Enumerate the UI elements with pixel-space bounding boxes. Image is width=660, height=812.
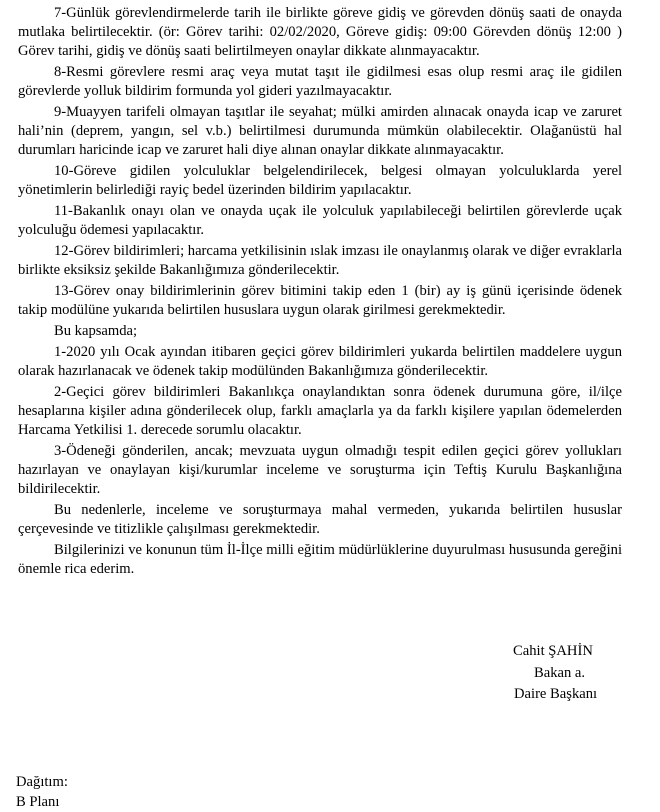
distribution-label: Dağıtım: [16, 774, 68, 790]
paragraph-item-13: 13-Görev onay bildirimlerinin görev bitimini takip eden 1 (bir) ay iş günü içerisinde ödenek takip modülüne yukarıda belirtilen hususlara uygun olarak girilmesi gerekmektedir. [18, 283, 622, 318]
paragraph-scope-2: 2-Geçici görev bildirimleri Bakanlıkça onaylandıktan sonra ödenek durumuna göre, il/ilçe hesaplarına kişiler adına gönderilecek olup, farklı amaçlarla ya da farklı kişilere yapılan ödemelerden Harcama Yetkilisi 1. derecede sorumlu olacaktır. [18, 384, 622, 438]
paragraph-conclusion: Bu nedenlerle, inceleme ve soruşturmaya mahal vermeden, yukarıda belirtilen hususlar çerçevesinde ve titizlikle çalışılması gerekmektedir. [18, 502, 622, 537]
distribution-block [16, 772, 68, 812]
signatory-on-behalf: Bakan a. [534, 664, 586, 681]
paragraph-item-11: 11-Bakanlık onayı olan ve onayda uçak ile yolculuk yapılabileceği belirtilen görevlerde uçak yolculuğu ödemesi yapılacaktır. [18, 203, 622, 238]
paragraph-scope-3: 3-Ödeneği gönderilen, ancak; mevzuata uygun olmadığı tespit edilen geçici görev yollukları hazırlayan ve onaylayan kişi/kurumlar inceleme ve soruşturma için Teftiş Kurulu Başkanlığına bildirilecektir. [18, 443, 622, 497]
paragraph-item-8: 8-Resmi görevlere resmi araç veya mutat taşıt ile gidilmesi esas olup resmi araç ile gidilen görevlerde yolluk bildirim formunda yol gideri yazılmayacaktır. [18, 64, 622, 99]
distribution-item: B Planı [16, 794, 60, 810]
paragraph-item-12: 12-Görev bildirimleri; harcama yetkilisinin ıslak imzası ile onaylanmış olarak ve diğer evraklarla birlikte eksiksiz şekilde Bakanlığımıza gönderilecektir. [18, 243, 622, 278]
signature-block [497, 641, 647, 706]
paragraph-closing: Bilgilerinizi ve konunun tüm İl-İlçe milli eğitim müdürlüklerine duyurulması hususunda gereğini önemle rica ederim. [18, 542, 622, 577]
document-body [18, 4, 622, 579]
signatory-title: Daire Başkanı [514, 686, 598, 702]
paragraph-scope-intro: Bu kapsamda; [54, 323, 138, 339]
paragraph-item-10: 10-Göreve gidilen yolculuklar belgelendirilecek, belgesi olmayan yolculuklarda yerel yönetimlerin belirlediği rayiç bedel üzerinden bildirim yapılacaktır. [18, 163, 622, 198]
paragraph-scope-1: 1-2020 yılı Ocak ayından itibaren geçici görev bildirimleri yukarda belirtilen maddelere uygun olarak hazırlanacak ve ödenek takip modülünden Bakanlığımıza gönderilecektir. [18, 344, 622, 379]
paragraph-item-9: 9-Muayyen tarifeli olmayan taşıtlar ile seyahat; mülki amirden alınacak onayda icap ve zaruret hali’nin (deprem, yangın, sel v.b.) belirtilmesi durumunda mümkün olabilecektir. Olağanüstü hal durumları haricinde icap ve zaruret hali diye alınan onaylar dikkate alınmayacaktır. [18, 104, 622, 158]
signatory-name: Cahit ŞAHİN [513, 643, 593, 659]
paragraph-item-7: 7-Günlük görevlendirmelerde tarih ile birlikte göreve gidiş ve görevden dönüş saati de onayda mutlaka belirtilecektir. (ör: Görev tarihi: 02/02/2020, Göreve gidiş: 09:00 Görevden dönüş 12:00 ) Görev tarihi, gidiş ve dönüş saati belirtilmeyen onaylar dikkate alınmayacaktır. [18, 5, 622, 59]
